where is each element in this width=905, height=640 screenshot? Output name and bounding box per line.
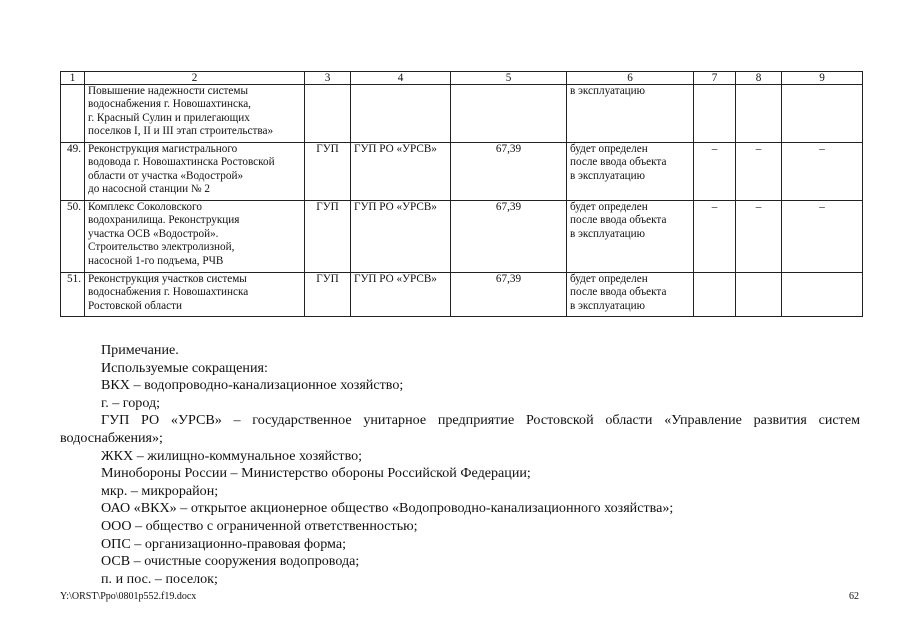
abbr-zhkh: ЖКХ – жилищно-коммунальное хозяйство;: [101, 447, 363, 464]
abbr-vkh: ВКХ – водопроводно-канализационное хозяйство;: [101, 377, 404, 394]
table-header-row: [61, 72, 863, 85]
value-cell: 67,39: [451, 201, 567, 273]
cell-line: будет определен: [570, 201, 648, 213]
col7-cell: –: [694, 143, 736, 201]
value-cell: 67,39: [451, 143, 567, 201]
header-cell: 5: [451, 72, 567, 85]
abbr-oao: ОАО «ВКХ» – открытое акционерное общество «Водопроводно-канализационного хозяйства»;: [101, 500, 674, 517]
cell-line: Реконструкция участков системы: [88, 273, 247, 285]
col8-cell: –: [736, 143, 782, 201]
cell-line: будет определен: [570, 143, 648, 155]
organization-cell: ГУП РО «УРСВ»: [351, 273, 451, 317]
cell-line: Комплекс Соколовского: [88, 201, 202, 213]
organization-cell: ГУП РО «УРСВ»: [351, 201, 451, 273]
abbr-gup-line2: водоснабжения»;: [60, 429, 163, 446]
status-cell: [567, 143, 694, 201]
cell-line: после ввода объекта: [570, 286, 667, 299]
header-cell: 4: [351, 72, 451, 85]
cell-line: до насосной станции № 2: [88, 183, 210, 196]
header-cell: 9: [782, 72, 863, 85]
col8-cell: –: [736, 201, 782, 273]
abbr-ooo: ООО – общество с ограниченной ответственностью;: [101, 517, 418, 534]
row-number: 51.: [61, 273, 85, 317]
col7-cell: [694, 85, 736, 143]
col9-cell: [782, 85, 863, 143]
notes-title: Примечание.: [101, 342, 179, 358]
cell-line: Ростовской области: [88, 299, 182, 312]
table-row: [61, 85, 863, 143]
cell-line: водоснабжения г. Новошахтинска,: [88, 98, 251, 111]
cell-line: водоснабжения г. Новошахтинска: [88, 286, 249, 299]
status-cell: [567, 201, 694, 273]
projects-table: [60, 71, 863, 317]
cell-line: водовода г. Новошахтинска Ростовской: [88, 156, 275, 169]
abbr-minoborony: Минобороны России – Министерство обороны Российской Федерации;: [101, 465, 531, 482]
cell-line: в эксплуатацию: [570, 85, 646, 97]
header-cell: 6: [567, 72, 694, 85]
footer-page-number: 62: [849, 591, 859, 602]
cell-line: Повышение надежности системы: [88, 85, 248, 97]
cell-line: Реконструкция магистрального: [88, 143, 238, 155]
cell-line: после ввода объекта: [570, 156, 667, 169]
row-number: 49.: [61, 143, 85, 201]
cell-line: в эксплуатацию: [570, 169, 646, 182]
value-cell: [451, 85, 567, 143]
cell-line: поселков I, II и III этап строительства»: [88, 125, 274, 138]
project-name: [85, 201, 305, 273]
row-number: 50.: [61, 201, 85, 273]
col7-cell: [694, 273, 736, 317]
table-row: [61, 273, 863, 317]
notes-intro: Используемые сокращения:: [101, 359, 268, 376]
table-row: [61, 201, 863, 273]
col8-cell: [736, 273, 782, 317]
header-cell: 8: [736, 72, 782, 85]
header-cell: 2: [85, 72, 305, 85]
cell-line: участка ОСВ «Водострой».: [88, 227, 219, 240]
abbr-gup-line1: ГУП РО «УРСВ» – государственное унитарное предприятие Ростовской области «Управление развития систем: [101, 412, 860, 429]
cell-line: области от участка «Водострой»: [88, 169, 244, 182]
cell-line: после ввода объекта: [570, 214, 667, 227]
organization-cell: [351, 85, 451, 143]
col7-cell: –: [694, 201, 736, 273]
abbr-ops: ОПС – организационно-правовая форма;: [101, 535, 347, 552]
cell-line: в эксплуатацию: [570, 227, 646, 240]
project-name: [85, 273, 305, 317]
cell-line: в эксплуатацию: [570, 299, 646, 312]
project-name: [85, 85, 305, 143]
footer-file-path: Y:\ORST\Ppo\0801p552.f19.docx: [60, 591, 197, 602]
table-row: [61, 143, 863, 201]
cell-line: насосной 1-го подъема, РЧВ: [88, 254, 224, 267]
abbr-pos: п. и пос. – поселок;: [101, 570, 218, 587]
form-cell: [305, 85, 351, 143]
col8-cell: [736, 85, 782, 143]
value-cell: 67,39: [451, 273, 567, 317]
cell-line: Строительство электролизной,: [88, 241, 235, 254]
status-cell: [567, 273, 694, 317]
cell-line: будет определен: [570, 273, 648, 285]
col9-cell: –: [782, 201, 863, 273]
cell-line: г. Красный Сулин и прилегающих: [88, 111, 250, 124]
project-name: [85, 143, 305, 201]
header-cell: 7: [694, 72, 736, 85]
form-cell: ГУП: [305, 201, 351, 273]
form-cell: ГУП: [305, 143, 351, 201]
col9-cell: [782, 273, 863, 317]
status-cell: [567, 85, 694, 143]
form-cell: ГУП: [305, 273, 351, 317]
header-cell: 3: [305, 72, 351, 85]
col9-cell: –: [782, 143, 863, 201]
organization-cell: ГУП РО «УРСВ»: [351, 143, 451, 201]
cell-line: водохранилища. Реконструкция: [88, 214, 240, 227]
abbr-mkr: мкр. – микрорайон;: [101, 482, 219, 499]
abbr-g: г. – город;: [101, 394, 161, 411]
notes-section: [60, 342, 860, 588]
row-number: [61, 85, 85, 143]
header-cell: 1: [61, 72, 85, 85]
abbr-osv: ОСВ – очистные сооружения водопровода;: [101, 553, 360, 570]
